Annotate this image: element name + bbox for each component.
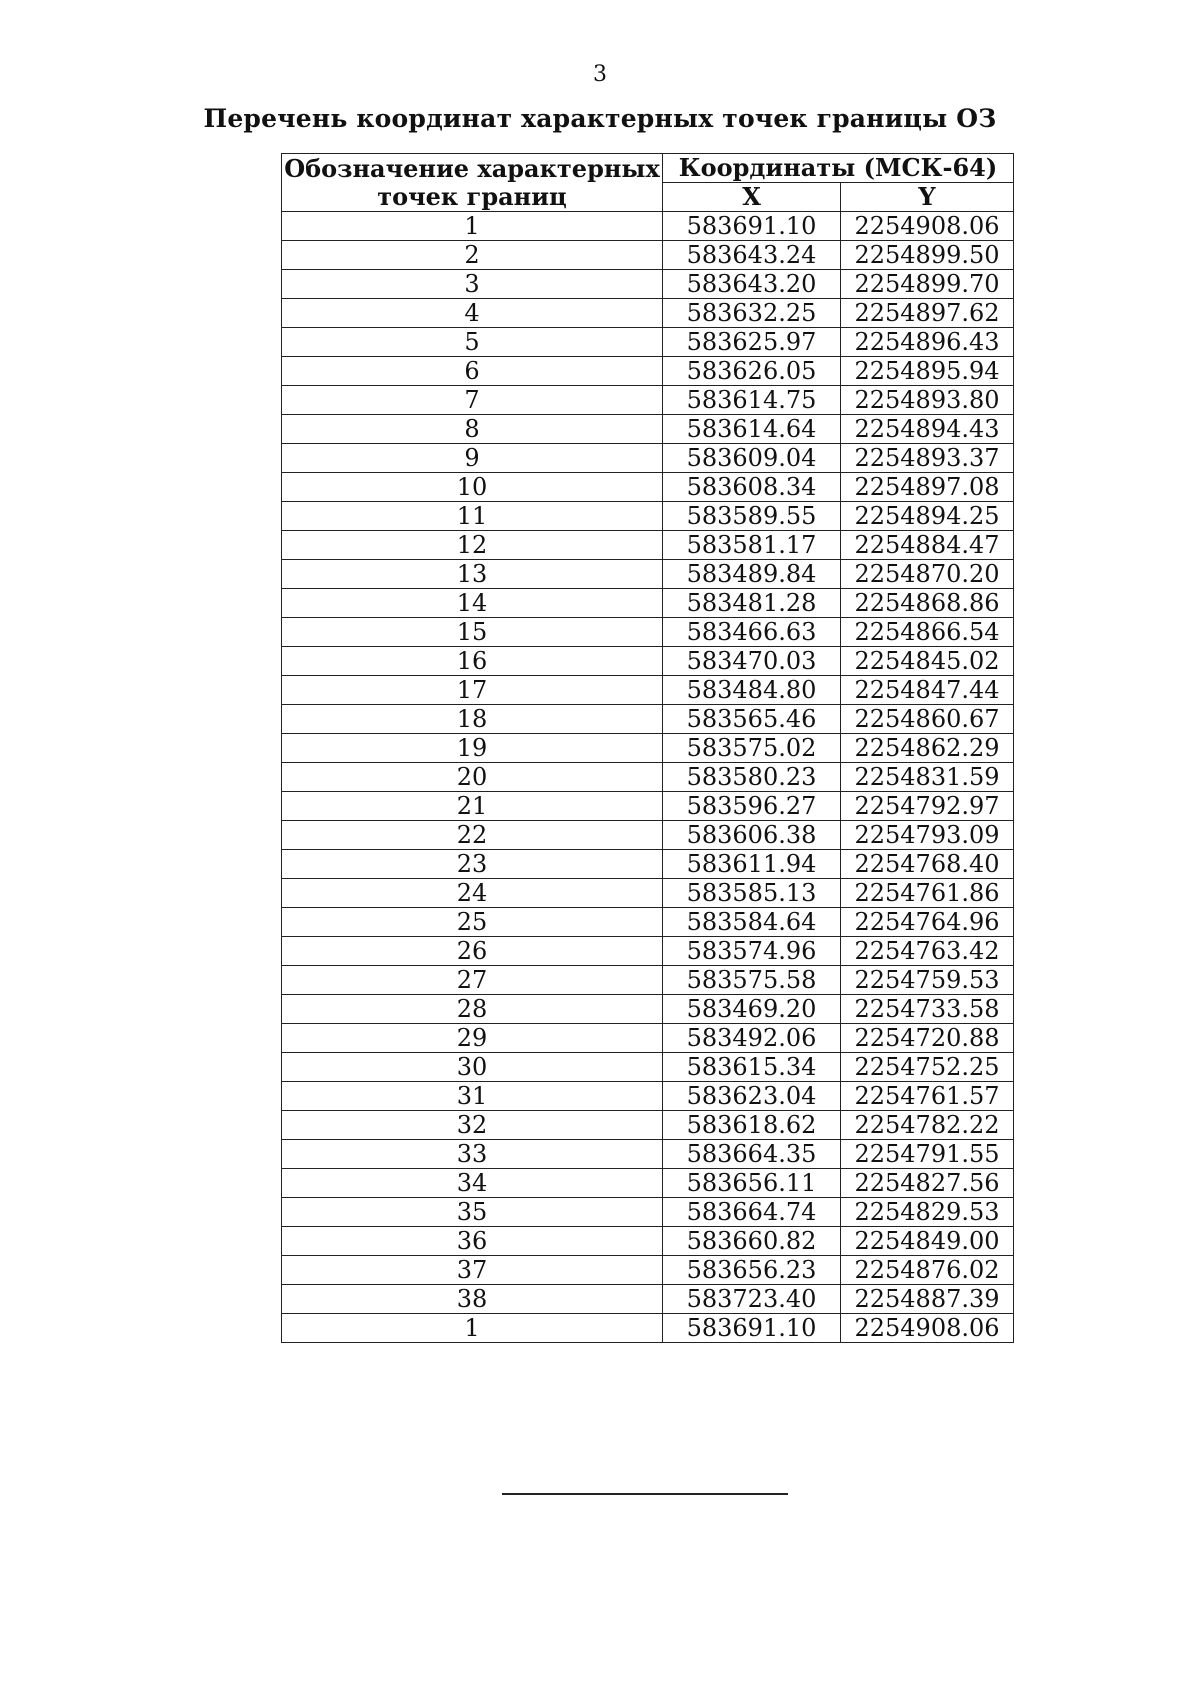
table-row <box>282 386 1014 415</box>
cell-x: 583723.40 <box>663 1285 841 1314</box>
cell-point: 29 <box>282 1024 663 1053</box>
cell-x: 583626.05 <box>663 357 841 386</box>
table-row <box>282 850 1014 879</box>
cell-point: 5 <box>282 328 663 357</box>
cell-point: 7 <box>282 386 663 415</box>
cell-x: 583660.82 <box>663 1227 841 1256</box>
cell-y: 2254860.67 <box>841 705 1014 734</box>
cell-point: 14 <box>282 589 663 618</box>
cell-point: 20 <box>282 763 663 792</box>
table-row <box>282 212 1014 241</box>
cell-y: 2254733.58 <box>841 995 1014 1024</box>
table-row <box>282 270 1014 299</box>
cell-x: 583623.04 <box>663 1082 841 1111</box>
cell-point: 9 <box>282 444 663 473</box>
header-x: X <box>663 183 841 212</box>
cell-x: 583596.27 <box>663 792 841 821</box>
table-row <box>282 1256 1014 1285</box>
cell-y: 2254782.22 <box>841 1111 1014 1140</box>
table-row <box>282 705 1014 734</box>
header-coordinates: Координаты (МСК-64) <box>663 154 1014 183</box>
cell-y: 2254897.62 <box>841 299 1014 328</box>
cell-point: 4 <box>282 299 663 328</box>
cell-x: 583584.64 <box>663 908 841 937</box>
cell-y: 2254862.29 <box>841 734 1014 763</box>
table-row <box>282 879 1014 908</box>
cell-x: 583580.23 <box>663 763 841 792</box>
cell-y: 2254764.96 <box>841 908 1014 937</box>
cell-point: 1 <box>282 1314 663 1343</box>
cell-x: 583664.74 <box>663 1198 841 1227</box>
cell-y: 2254908.06 <box>841 212 1014 241</box>
table-row <box>282 473 1014 502</box>
cell-point: 23 <box>282 850 663 879</box>
cell-point: 6 <box>282 357 663 386</box>
cell-point: 17 <box>282 676 663 705</box>
cell-point: 30 <box>282 1053 663 1082</box>
cell-y: 2254876.02 <box>841 1256 1014 1285</box>
cell-x: 583609.04 <box>663 444 841 473</box>
cell-point: 31 <box>282 1082 663 1111</box>
cell-point: 35 <box>282 1198 663 1227</box>
cell-x: 583643.24 <box>663 241 841 270</box>
cell-x: 583608.34 <box>663 473 841 502</box>
table-row <box>282 734 1014 763</box>
cell-x: 583492.06 <box>663 1024 841 1053</box>
cell-y: 2254827.56 <box>841 1169 1014 1198</box>
cell-y: 2254899.70 <box>841 270 1014 299</box>
table-row <box>282 1053 1014 1082</box>
cell-x: 583484.80 <box>663 676 841 705</box>
cell-y: 2254893.37 <box>841 444 1014 473</box>
cell-y: 2254849.00 <box>841 1227 1014 1256</box>
cell-y: 2254908.06 <box>841 1314 1014 1343</box>
cell-point: 36 <box>282 1227 663 1256</box>
cell-y: 2254791.55 <box>841 1140 1014 1169</box>
cell-x: 583589.55 <box>663 502 841 531</box>
cell-point: 15 <box>282 618 663 647</box>
cell-x: 583606.38 <box>663 821 841 850</box>
cell-y: 2254884.47 <box>841 531 1014 560</box>
cell-point: 18 <box>282 705 663 734</box>
cell-y: 2254831.59 <box>841 763 1014 792</box>
cell-y: 2254763.42 <box>841 937 1014 966</box>
cell-x: 583656.11 <box>663 1169 841 1198</box>
table-row <box>282 966 1014 995</box>
table-row <box>282 937 1014 966</box>
table-row <box>282 589 1014 618</box>
cell-x: 583481.28 <box>663 589 841 618</box>
cell-point: 19 <box>282 734 663 763</box>
table-row <box>282 299 1014 328</box>
cell-point: 16 <box>282 647 663 676</box>
cell-x: 583614.64 <box>663 415 841 444</box>
table-row <box>282 821 1014 850</box>
cell-y: 2254720.88 <box>841 1024 1014 1053</box>
table-row <box>282 995 1014 1024</box>
cell-x: 583574.96 <box>663 937 841 966</box>
footer-divider <box>502 1493 788 1495</box>
cell-point: 1 <box>282 212 663 241</box>
table-row <box>282 1285 1014 1314</box>
table-row <box>282 1169 1014 1198</box>
cell-point: 21 <box>282 792 663 821</box>
cell-point: 37 <box>282 1256 663 1285</box>
cell-x: 583470.03 <box>663 647 841 676</box>
cell-y: 2254895.94 <box>841 357 1014 386</box>
cell-point: 24 <box>282 879 663 908</box>
cell-point: 8 <box>282 415 663 444</box>
header-point-designation: Обозначение характерных точек границ <box>282 154 663 212</box>
table-row <box>282 647 1014 676</box>
cell-y: 2254896.43 <box>841 328 1014 357</box>
cell-y: 2254899.50 <box>841 241 1014 270</box>
table-row <box>282 1024 1014 1053</box>
cell-point: 33 <box>282 1140 663 1169</box>
cell-y: 2254868.86 <box>841 589 1014 618</box>
cell-x: 583565.46 <box>663 705 841 734</box>
table-row <box>282 1111 1014 1140</box>
cell-x: 583656.23 <box>663 1256 841 1285</box>
cell-y: 2254759.53 <box>841 966 1014 995</box>
page-number: 3 <box>593 62 607 87</box>
table-row <box>282 676 1014 705</box>
table-header <box>282 154 1014 212</box>
table-row <box>282 531 1014 560</box>
page-title: Перечень координат характерных точек границы ОЗ <box>203 104 997 133</box>
table-row <box>282 560 1014 589</box>
cell-x: 583575.58 <box>663 966 841 995</box>
cell-y: 2254768.40 <box>841 850 1014 879</box>
cell-x: 583643.20 <box>663 270 841 299</box>
cell-point: 2 <box>282 241 663 270</box>
cell-point: 22 <box>282 821 663 850</box>
cell-x: 583625.97 <box>663 328 841 357</box>
cell-y: 2254752.25 <box>841 1053 1014 1082</box>
cell-point: 12 <box>282 531 663 560</box>
table-row <box>282 1082 1014 1111</box>
cell-y: 2254761.57 <box>841 1082 1014 1111</box>
cell-point: 38 <box>282 1285 663 1314</box>
cell-point: 28 <box>282 995 663 1024</box>
cell-point: 27 <box>282 966 663 995</box>
cell-x: 583691.10 <box>663 1314 841 1343</box>
cell-x: 583615.34 <box>663 1053 841 1082</box>
cell-x: 583611.94 <box>663 850 841 879</box>
table-row <box>282 415 1014 444</box>
cell-x: 583614.75 <box>663 386 841 415</box>
cell-y: 2254829.53 <box>841 1198 1014 1227</box>
cell-y: 2254792.97 <box>841 792 1014 821</box>
cell-y: 2254894.25 <box>841 502 1014 531</box>
table-row <box>282 328 1014 357</box>
table-row <box>282 618 1014 647</box>
cell-y: 2254866.54 <box>841 618 1014 647</box>
cell-x: 583664.35 <box>663 1140 841 1169</box>
cell-point: 32 <box>282 1111 663 1140</box>
cell-y: 2254847.44 <box>841 676 1014 705</box>
cell-y: 2254894.43 <box>841 415 1014 444</box>
header-y: Y <box>841 183 1014 212</box>
cell-point: 11 <box>282 502 663 531</box>
cell-y: 2254870.20 <box>841 560 1014 589</box>
table-body <box>282 212 1014 1343</box>
cell-x: 583691.10 <box>663 212 841 241</box>
cell-x: 583632.25 <box>663 299 841 328</box>
cell-point: 25 <box>282 908 663 937</box>
cell-y: 2254897.08 <box>841 473 1014 502</box>
table-row <box>282 444 1014 473</box>
cell-y: 2254761.86 <box>841 879 1014 908</box>
cell-x: 583489.84 <box>663 560 841 589</box>
cell-x: 583581.17 <box>663 531 841 560</box>
table-row <box>282 241 1014 270</box>
table-row <box>282 908 1014 937</box>
cell-point: 13 <box>282 560 663 589</box>
cell-point: 26 <box>282 937 663 966</box>
cell-x: 583618.62 <box>663 1111 841 1140</box>
table-row <box>282 1314 1014 1343</box>
cell-point: 10 <box>282 473 663 502</box>
cell-point: 34 <box>282 1169 663 1198</box>
cell-x: 583575.02 <box>663 734 841 763</box>
table-row <box>282 357 1014 386</box>
table-row <box>282 792 1014 821</box>
cell-x: 583469.20 <box>663 995 841 1024</box>
cell-point: 3 <box>282 270 663 299</box>
table-row <box>282 1140 1014 1169</box>
coordinates-table <box>281 153 1014 1343</box>
cell-x: 583466.63 <box>663 618 841 647</box>
table-row <box>282 502 1014 531</box>
cell-x: 583585.13 <box>663 879 841 908</box>
cell-y: 2254845.02 <box>841 647 1014 676</box>
cell-y: 2254793.09 <box>841 821 1014 850</box>
cell-y: 2254893.80 <box>841 386 1014 415</box>
table-row <box>282 1198 1014 1227</box>
table-row <box>282 763 1014 792</box>
table-row <box>282 1227 1014 1256</box>
cell-y: 2254887.39 <box>841 1285 1014 1314</box>
